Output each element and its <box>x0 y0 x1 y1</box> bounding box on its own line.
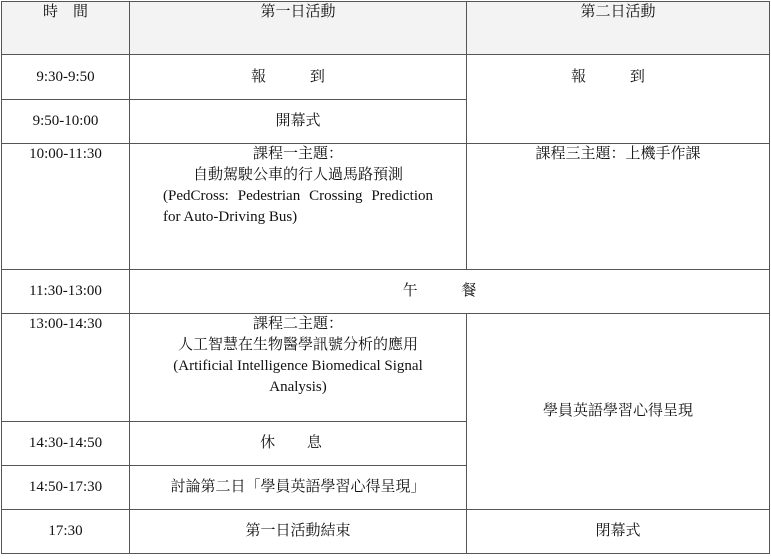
lunch-cell: 午 餐 <box>130 270 770 314</box>
time-cell: 10:00-11:30 <box>2 144 130 270</box>
header-time: 時 間 <box>2 2 130 55</box>
schedule-table <box>1 1 770 554</box>
time-cell: 14:30-14:50 <box>2 422 130 466</box>
day2-cell: 學員英語學習心得呈現 <box>467 314 770 510</box>
day2-cell: 閉幕式 <box>467 510 770 554</box>
time-cell: 9:30-9:50 <box>2 55 130 100</box>
day2-cell: 報 到 <box>467 55 770 144</box>
course-title: 課程二主題： <box>252 316 343 332</box>
day1-cell: 休 息 <box>130 422 467 466</box>
table-row <box>2 510 770 554</box>
course-topic-en: (Artificial Intelligence Biomedical Signal Analysis) <box>173 358 423 395</box>
day1-cell: 報 到 <box>130 55 467 100</box>
header-day2: 第二日活動 <box>467 2 770 55</box>
course-topic-zh: 自動駕駛公車的行人過馬路預測 <box>192 167 403 183</box>
day1-cell: 第一日活動結束 <box>130 510 467 554</box>
day2-cell: 課程三主題：上機手作課 <box>467 144 770 270</box>
day1-cell: 討論第二日「學員英語學習心得呈現」 <box>130 466 467 510</box>
day1-cell <box>130 144 467 270</box>
table-row <box>2 55 770 100</box>
table-row <box>2 270 770 314</box>
table-row <box>2 314 770 422</box>
time-cell: 14:50-17:30 <box>2 466 130 510</box>
day1-cell: 開幕式 <box>130 100 467 144</box>
time-cell: 13:00-14:30 <box>2 314 130 422</box>
time-cell: 11:30-13:00 <box>2 270 130 314</box>
header-row <box>2 2 770 55</box>
time-cell: 9:50-10:00 <box>2 100 130 144</box>
course-topic-zh: 人工智慧在生物醫學訊號分析的應用 <box>177 337 418 353</box>
time-cell: 17:30 <box>2 510 130 554</box>
course-title: 課程一主題： <box>252 146 343 162</box>
table-row <box>2 144 770 270</box>
day1-cell <box>130 314 467 422</box>
header-day1: 第一日活動 <box>130 2 467 55</box>
course-topic-en: (PedCross: Pedestrian Crossing Prediction for Auto-Driving Bus) <box>163 188 433 225</box>
